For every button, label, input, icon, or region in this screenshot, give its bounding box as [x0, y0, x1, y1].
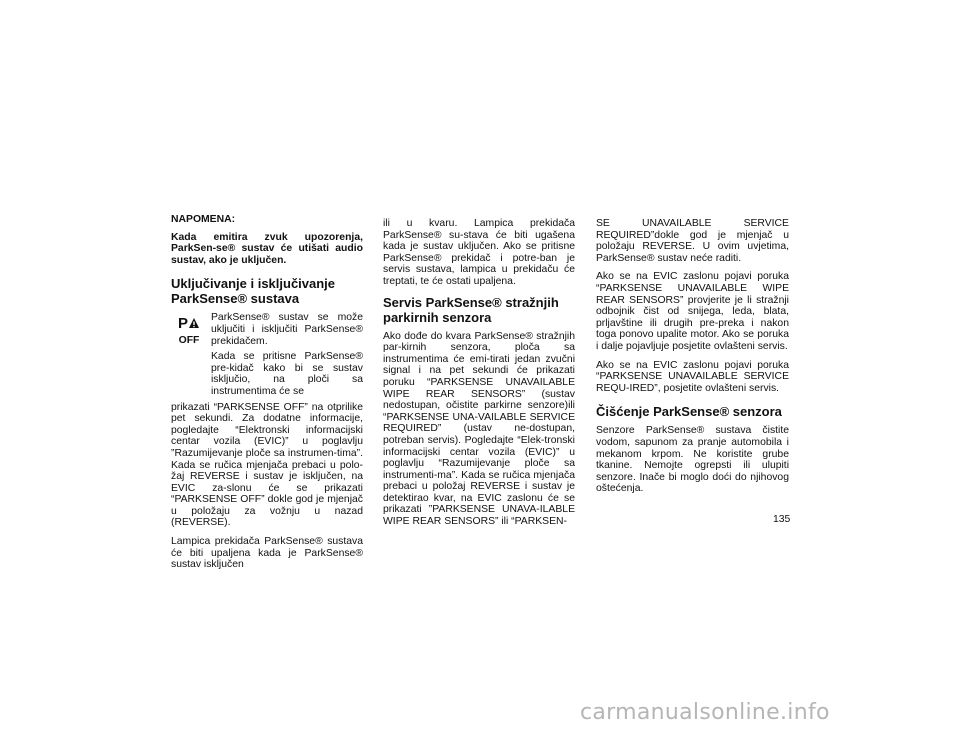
paragraph-service-required: Ako se na EVIC zaslonu pojavi poruka “PARKSENSE UNAVAILABLE SERVICE REQU-IRED”, posjetite ovlašteni servis. [596, 359, 789, 394]
icon-paragraph-1: ParkSense® sustav se može uključiti i isključiti ParkSense® prekidačem. [211, 312, 363, 347]
parksense-off-label: OFF [178, 335, 200, 347]
paragraph-service: Ako dođe do kvara ParkSense® stražnjih par-kirnih senzora, ploča sa instrumentima će emi-tirati jedan zvučni signal i na pet sekundi će prikazati poruku “PARKSENSE UNAVAILABLE WIPE REAR SENSORS” (sustav nedostupan, očistite parkirne senzore)ili “PARKSENSE UNA-VAILABLE SERVICE REQUIRED” (ustav ne-dostupan, potreban servis). Pogledajte “Elek-tronski informacijski centar vozila (EVIC)” u poglavlju “Razumijevanje ploče sa instrumenti-ma”. Kada se ručica mjenjača prebaci u položaj REVERSE i sustav je detektirao kvar, na EVIC zaslonu će se prikazati ”PARKSENSE UNAVA-ILABLE WIPE REAR SENSORS” ili “PARKSEN- [383, 330, 575, 528]
warning-triangle-icon [188, 317, 200, 329]
icon-paragraph-2: Kada se pritisne ParkSense® pre-kidač kako bi se sustav isključio, na ploči sa instrumentima će se [211, 351, 363, 397]
paragraph-wipe-sensors: Ako se na EVIC zaslonu pojavi poruka “PARKSENSE UNAVAILABLE WIPE REAR SENSORS” provjerite je li stražnji odbojnik čist od snijega, leda, blata, prljavštine ili drugih pre-preka i nakon toga ponovo upalite motor. Ako se poruka i dalje pojavljuje posjetite ovlašteni servis. [596, 271, 789, 352]
paragraph-lamp-continued: ili u kvaru. Lampica prekidača ParkSense® su-stava će biti ugašena kada je sustav uključen. Ako se pritisne ParkSense® prekidač i potre-ban je servis sustava, lampica u prekidaču će treptati, te će ostati upaljena. [383, 218, 575, 287]
column-right [596, 218, 789, 502]
section-heading-toggle: Uključivanje i isključivanje ParkSense® sustava [171, 276, 336, 307]
icon-text [211, 312, 363, 401]
parksense-off-icon [171, 312, 207, 401]
paragraph-lamp: Lampica prekidača ParkSense® sustava će biti upaljena kada je ParkSense® sustav isključen [171, 536, 363, 571]
paragraph-off-display: prikazati “PARKSENSE OFF” na otprilike pet sekundi. Za dodatne informacije, pogledajte “Elektronski informacijski centar vozila (EVIC)” u poglavlju ”Razumijevanje ploče sa instrumen-tima”. Kada se ručica mjenjača prebaci u polo-žaj REVERSE i sustav je isključen, na EVIC za-slonu će se prikazati “PARKSENSE OFF” dokle god je mjenjač u položaju za vožnju u nazad (REVERSE). [171, 401, 363, 529]
column-middle [383, 218, 575, 535]
icon-block [171, 312, 363, 401]
note-title: NAPOMENA: [171, 214, 236, 225]
page-number: 135 [773, 514, 791, 525]
paragraph-service-continued: SE UNAVAILABLE SERVICE REQUIRED”dokle god je mjenjač u položaju REVERSE. U ovim uvjetima, ParkSense® sustav neće raditi. [596, 218, 789, 264]
watermark: carmanualsonline.info [580, 700, 830, 725]
note-body: Kada emitira zvuk upozorenja, ParkSen-se® sustav će utišati audio sustav, ako je uključen. [171, 231, 363, 266]
column-left [171, 214, 363, 578]
parksense-p-glyph: P [177, 315, 188, 333]
section-heading-cleaning: Čišćenje ParkSense® senzora [596, 404, 782, 420]
paragraph-cleaning: Senzore ParkSense® sustava čistite vodom, sapunom za pranje automobila i mekanom krpom. Ne koristite grube tkanine. Nemojte ogrepsti ili ulupiti senzore. Inače bi moglo doći do njihovog oštećenja. [596, 425, 789, 495]
section-heading-service: Servis ParkSense® stražnjih parkirnih senzora [383, 294, 559, 325]
